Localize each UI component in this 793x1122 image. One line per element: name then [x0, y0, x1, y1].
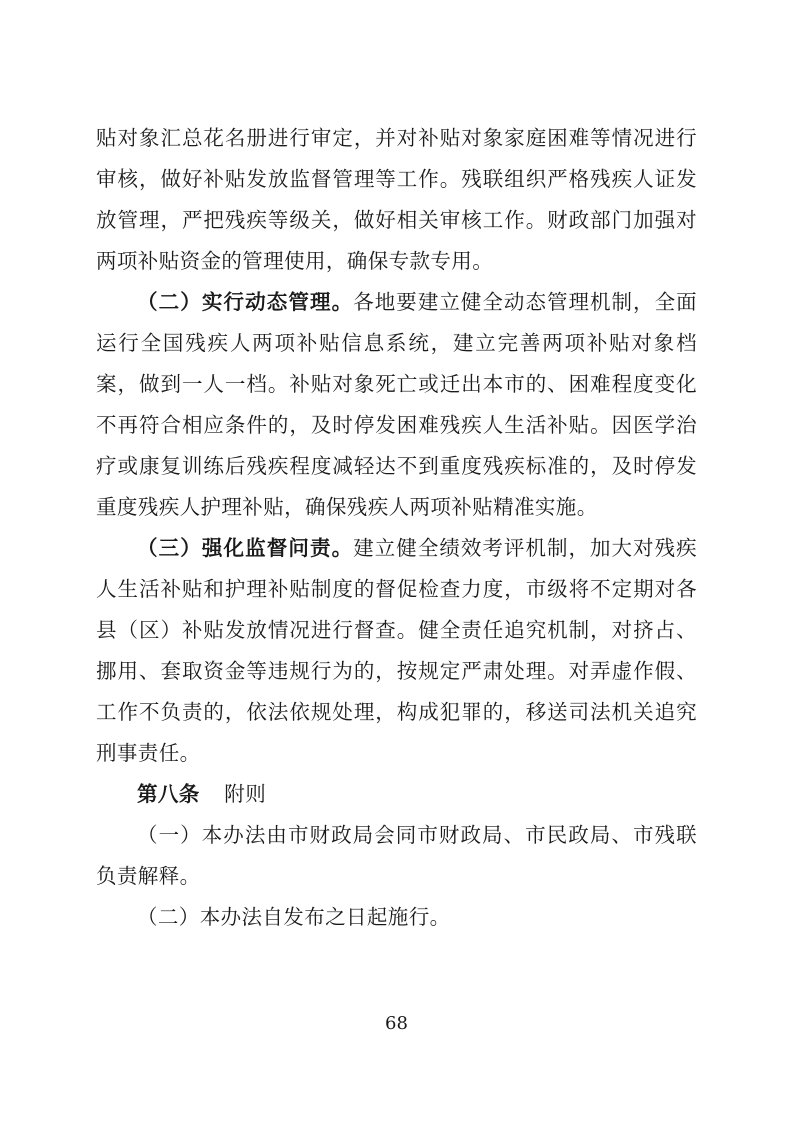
document-body: [96, 118, 697, 938]
paragraph-text: （一）本办法由市财政局会同市财政局、市民政局、市残联负责解释。: [96, 823, 697, 888]
paragraph-item-two: [96, 897, 697, 938]
paragraph-text: 各地要建立健全动态管理机制，全面运行全国残疾人两项补贴信息系统，建立完善两项补贴对象档案，做到一人一档。补贴对象死亡或迁出本市的、困难程度变化不再符合相应条件的，及时停发困难残疾人生活补贴。因医学治疗或康复训练后残疾程度减轻达不到重度残疾标准的，及时停发重度残疾人护理补贴，确保残疾人两项补贴精准实施。: [96, 290, 698, 519]
paragraph-text: （二）本办法自发布之日起施行。: [137, 905, 451, 929]
paragraph-continuation: [96, 118, 697, 282]
section-heading-three: （三）强化监督问责。: [137, 536, 354, 560]
paragraph-item-one: [96, 815, 697, 897]
section-heading-two: （二）实行动态管理。: [137, 290, 354, 314]
article-eight-label: 第八条: [137, 782, 200, 806]
paragraph-section-two: [96, 282, 697, 528]
paragraph-text: 贴对象汇总花名册进行审定，并对补贴对象家庭困难等情况进行审核，做好补贴发放监督管理等工作。残联组织严格残疾人证发放管理，严把残疾等级关，做好相关审核工作。财政部门加强对两项补贴资金的管理使用，确保专款专用。: [96, 126, 697, 273]
paragraph-text: 建立健全绩效考评机制，加大对残疾人生活补贴和护理补贴制度的督促检查力度，市级将不定期对各县（区）补贴发放情况进行督查。健全责任追究机制，对挤占、挪用、套取资金等违规行为的，按规定严肃处理。对弄虚作假、工作不负责的，依法依规处理，构成犯罪的，移送司法机关追究刑事责任。: [96, 536, 698, 765]
paragraph-article-eight: [96, 774, 697, 815]
paragraph-section-three: [96, 528, 697, 774]
paragraph-text: 附则: [224, 782, 267, 806]
page-number: 68: [385, 1013, 408, 1034]
